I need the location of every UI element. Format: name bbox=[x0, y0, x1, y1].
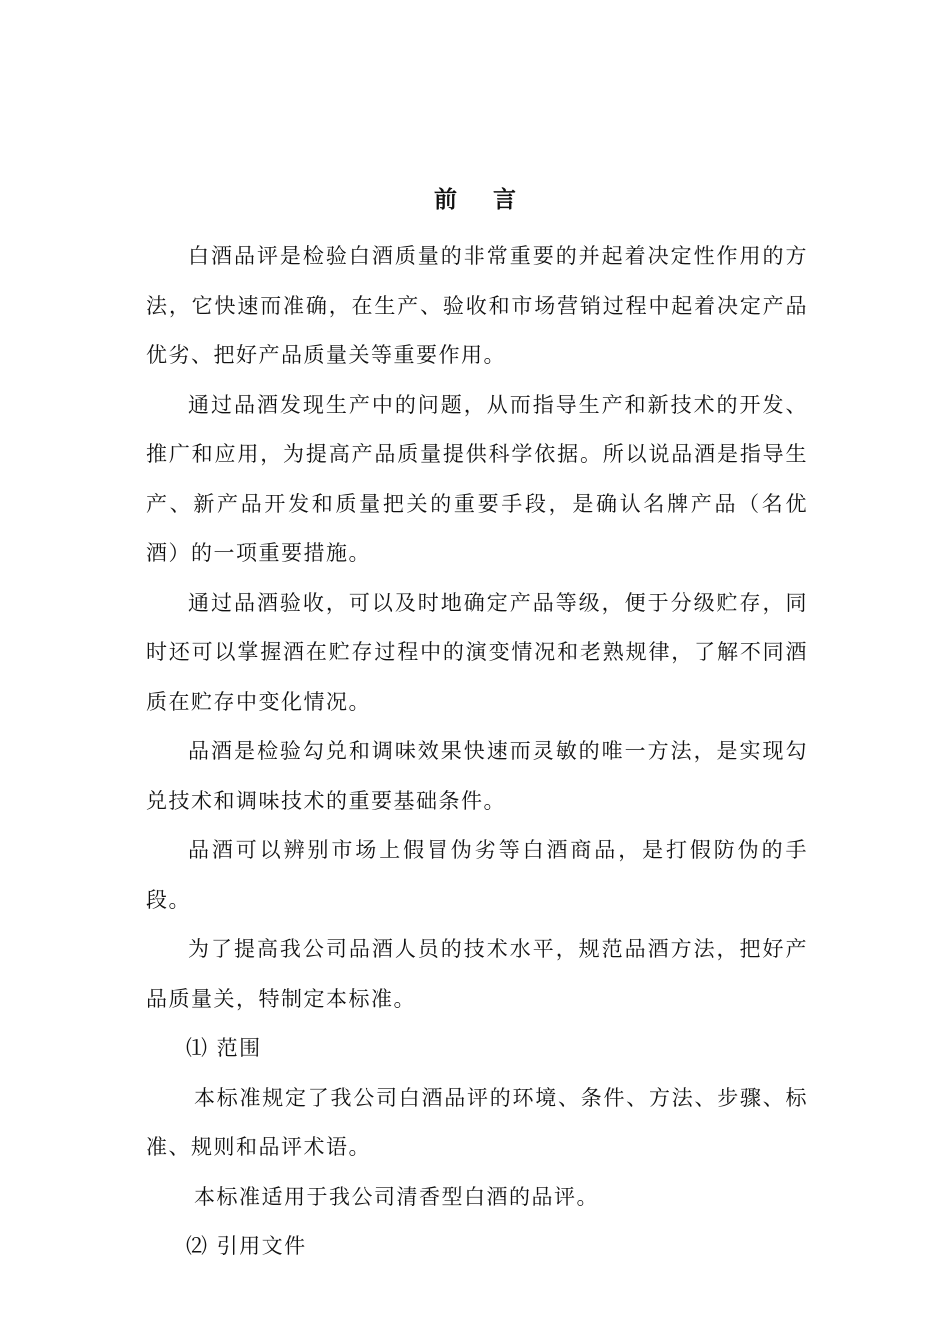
section-heading-scope: ⑴ 范围 bbox=[186, 1036, 262, 1060]
document-body bbox=[146, 232, 808, 1272]
paragraph: 白酒品评是检验白酒质量的非常重要的并起着决定性作用的方法，它快速而准确，在生产、验收和市场营销过程中起着决定产品优劣、把好产品质量关等重要作用。 bbox=[146, 244, 808, 367]
paragraph: 本标准规定了我公司白酒品评的环境、条件、方法、步骤、标准、规则和品评术语。 bbox=[146, 1085, 808, 1159]
section-heading-references: ⑵ 引用文件 bbox=[186, 1234, 307, 1258]
paragraph: 通过品酒验收，可以及时地确定产品等级，便于分级贮存，同时还可以掌握酒在贮存过程中的演变情况和老熟规律，了解不同酒质在贮存中变化情况。 bbox=[146, 590, 808, 714]
paragraph: 通过品酒发现生产中的问题，从而指导生产和新技术的开发、推广和应用，为提高产品质量提供科学依据。所以说品酒是指导生产、新产品开发和质量把关的重要手段，是确认名牌产品（名优酒）的一项重要措施。 bbox=[146, 392, 808, 565]
paragraph: 为了提高我公司品酒人员的技术水平，规范品酒方法，把好产品质量关，特制定本标准。 bbox=[146, 937, 808, 1011]
paragraph: 本标准适用于我公司清香型白酒的品评。 bbox=[194, 1184, 599, 1209]
paragraph: 品酒可以辨别市场上假冒伪劣等白酒商品，是打假防伪的手段。 bbox=[146, 838, 808, 912]
paragraph: 品酒是检验勾兑和调味效果快速而灵敏的唯一方法，是实现勾兑技术和调味技术的重要基础条件。 bbox=[146, 739, 808, 813]
document-title: 前 言 bbox=[433, 186, 530, 213]
